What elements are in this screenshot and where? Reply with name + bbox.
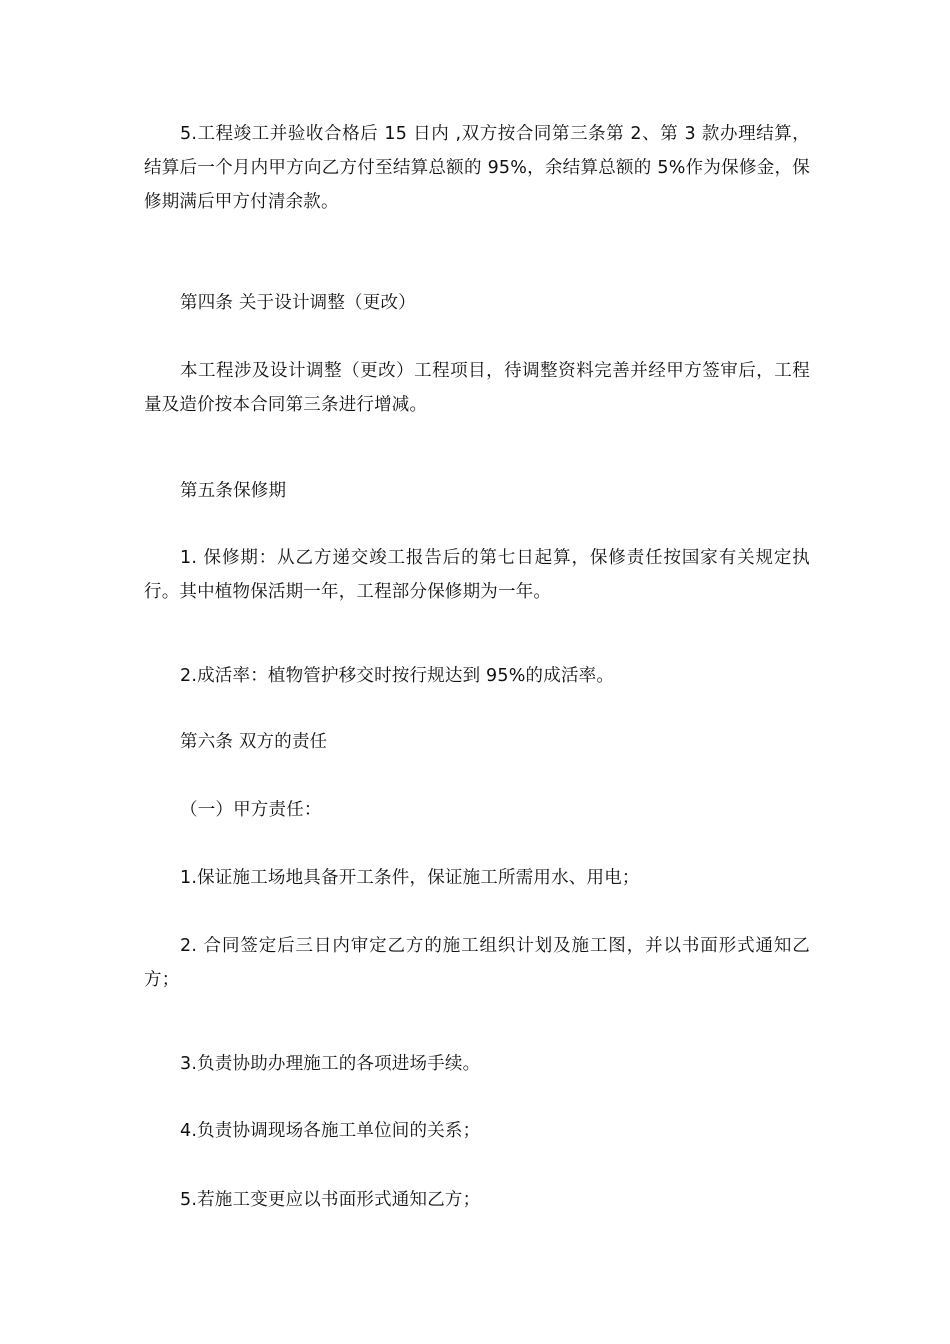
list-item-approve-plan: 2. 合同签定后三日内审定乙方的施工组织计划及施工图，并以书面形式通知乙方； <box>144 936 810 990</box>
paragraph-warranty-period: 1. 保修期：从乙方递交竣工报告后的第七日起算，保修责任按国家有关规定执行。其中植物保活期一年，工程部分保修期为一年。 <box>144 548 810 602</box>
heading-article-4: 第四条 关于设计调整（更改） <box>180 293 416 313</box>
paragraph-design-adjustment: 本工程涉及设计调整（更改）工程项目，待调整资料完善并经甲方签审后，工程量及造价按本合同第三条进行增减。 <box>144 361 810 415</box>
list-item-site-conditions: 1.保证施工场地具备开工条件，保证施工所需用水、用电； <box>180 868 640 888</box>
list-item-coordination: 4.负责协调现场各施工单位间的关系； <box>180 1121 481 1141</box>
paragraph-settlement: 5.工程竣工并验收合格后 15 日内 ,双方按合同第三条第 2、第 3 款办理结算，结算后一个月内甲方向乙方付至结算总额的 95%，余结算总额的 5%作为保修金，保修期满后甲方付清余款。 <box>144 124 810 212</box>
heading-article-5: 第五条保修期 <box>180 481 287 501</box>
heading-article-6: 第六条 双方的责任 <box>180 732 328 752</box>
subheading-party-a: （一）甲方责任： <box>180 800 322 820</box>
list-item-change-notice: 5.若施工变更应以书面形式通知乙方； <box>180 1190 481 1210</box>
paragraph-survival-rate: 2.成活率：植物管护移交时按行规达到 95%的成活率。 <box>180 666 615 686</box>
list-item-entry-procedures: 3.负责协助办理施工的各项进场手续。 <box>180 1054 481 1074</box>
